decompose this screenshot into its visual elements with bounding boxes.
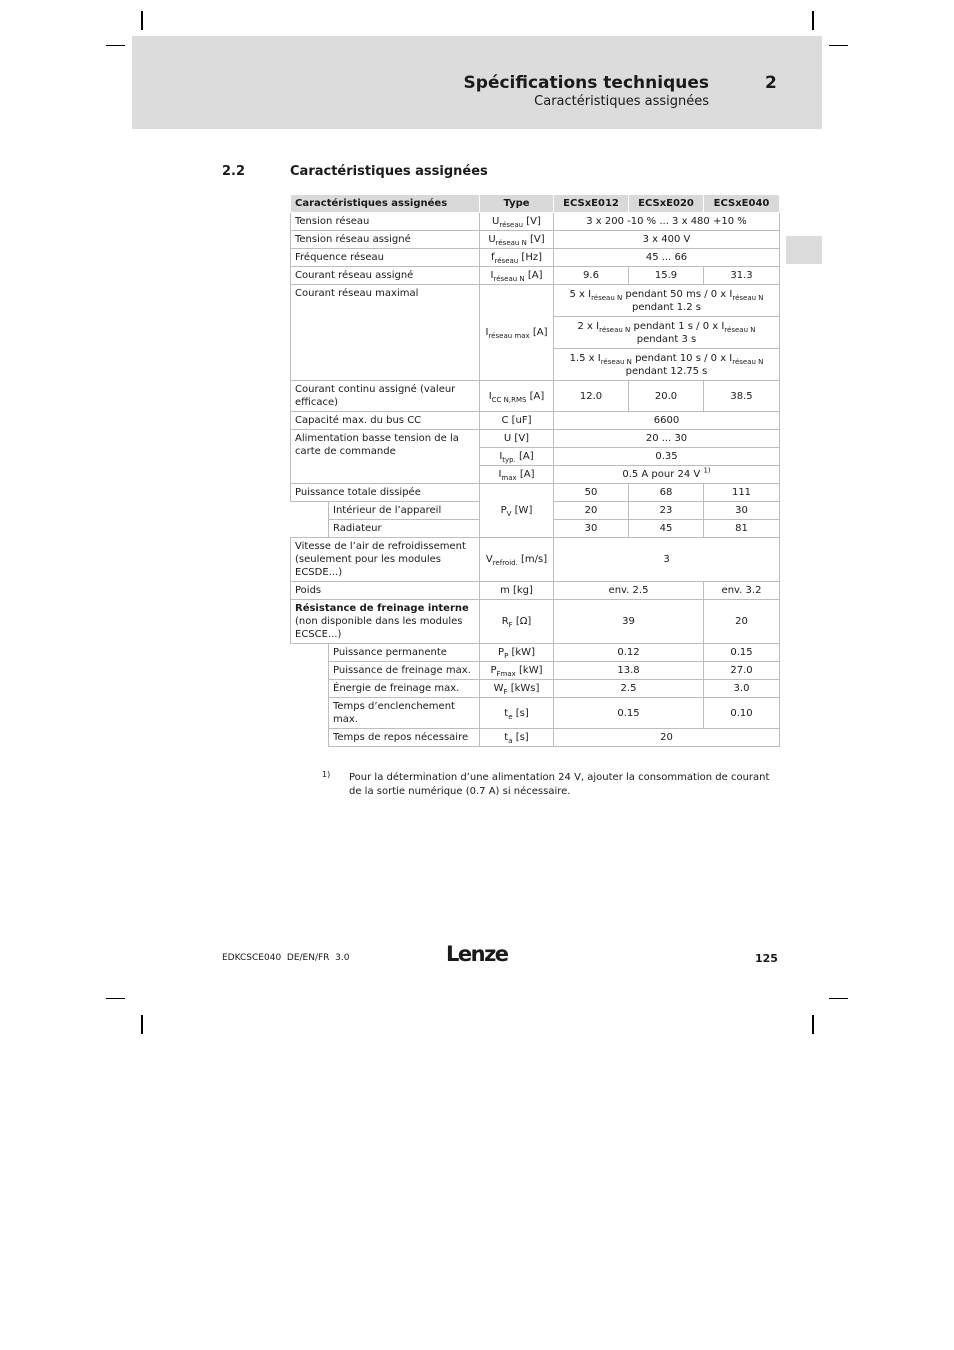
row-value-e020: 15.9	[629, 267, 704, 285]
row-symbol: $I_{réseau max}$ [A]	[480, 285, 554, 381]
row-sublabel: Intérieur de l’appareil	[329, 502, 480, 520]
row-symbol: $U_{réseau}$ [V]	[480, 213, 554, 231]
table-row	[291, 582, 780, 600]
row-value-e040: 31.3	[704, 267, 780, 285]
row-symbol: $V_{refroid.}$ [m/s]	[480, 538, 554, 582]
row-value: 6600	[554, 412, 780, 430]
header-characteristics: Caractéristiques assignées	[291, 195, 480, 213]
footnote-mark: 1)	[322, 770, 331, 779]
row-label: Courant continu assigné (valeur efficace)	[291, 381, 480, 412]
row-value: 0.35	[554, 448, 780, 466]
footnote-text: Pour la détermination d’une alimentation 24 V, ajouter la consommation de courant de la sortie numérique (0.7 A) si nécessaire.	[349, 772, 770, 797]
row-value-e012-e020: env. 2.5	[554, 582, 704, 600]
table-row	[291, 644, 780, 662]
row-value: 45 ... 66	[554, 249, 780, 267]
row-value-e012-e020: 0.15	[554, 698, 704, 729]
crop-mark	[812, 1015, 814, 1034]
header-type: Type	[480, 195, 554, 213]
row-symbol: $P_P$ [kW]	[480, 644, 554, 662]
row-label: Capacité max. du bus CC	[291, 412, 480, 430]
row-value-e040: 27.0	[704, 662, 780, 680]
header-ecsxe020: ECSxE020	[629, 195, 704, 213]
table-header-row	[291, 195, 780, 213]
row-value-e012: 9.6	[554, 267, 629, 285]
row-label: Puissance totale dissipée	[291, 484, 480, 502]
row-label: Tension réseau assigné	[291, 231, 480, 249]
row-value-e040: 38.5	[704, 381, 780, 412]
row-sublabel: Énergie de freinage max.	[329, 680, 480, 698]
row-value-e040: 111	[704, 484, 780, 502]
table-row	[291, 600, 780, 644]
footnote-reference: 1)	[703, 466, 711, 475]
row-symbol: $R_F$ [Ω]	[480, 600, 554, 644]
row-value-e040: 3.0	[704, 680, 780, 698]
row-sublabel: Puissance permanente	[329, 644, 480, 662]
row-value-overload-2: 2 x $I_{réseau N}$ pendant 1 s / 0 x $I_{réseau N}$ pendant 3 s	[554, 317, 780, 349]
section-number: 2.2	[222, 164, 246, 179]
row-symbol: $I_{typ.}$ [A]	[480, 448, 554, 466]
row-value-overload-1: 5 x $I_{réseau N}$ pendant 50 ms / 0 x $I_{réseau N}$ pendant 1.2 s	[554, 285, 780, 317]
lenze-logo: Lenze	[446, 942, 508, 966]
table-row	[291, 698, 780, 729]
row-symbol: m [kg]	[480, 582, 554, 600]
row-value-e040: 0.10	[704, 698, 780, 729]
table-row	[291, 680, 780, 698]
chapter-subtitle: Caractéristiques assignées	[534, 94, 709, 109]
crop-mark	[106, 998, 125, 999]
chapter-title: Spécifications techniques	[463, 73, 709, 93]
row-symbol: $P_V$ [W]	[480, 484, 554, 538]
row-value-e040: 81	[704, 520, 780, 538]
chapter-side-tab	[786, 236, 822, 264]
row-value: 3 x 200 -10 % ... 3 x 480 +10 %	[554, 213, 780, 231]
row-value-e020: 45	[629, 520, 704, 538]
row-label: Fréquence réseau	[291, 249, 480, 267]
chapter-number: 2	[765, 73, 777, 93]
table-row	[291, 662, 780, 680]
row-value: 3	[554, 538, 780, 582]
table-row	[291, 267, 780, 285]
row-label: Vitesse de l’air de refroidissement (seulement pour les modules ECSDE...)	[291, 538, 480, 582]
row-sublabel: Radiateur	[329, 520, 480, 538]
row-symbol: $f_{réseau}$ [Hz]	[480, 249, 554, 267]
page-number: 125	[755, 952, 778, 965]
row-value-e020: 23	[629, 502, 704, 520]
row-label: Poids	[291, 582, 480, 600]
table-row	[291, 430, 780, 448]
row-value-e040: 0.15	[704, 644, 780, 662]
row-label: Courant réseau maximal	[291, 285, 480, 381]
row-symbol: $t_e$ [s]	[480, 698, 554, 729]
crop-mark	[829, 998, 848, 999]
row-value: 3 x 400 V	[554, 231, 780, 249]
row-sublabel: Temps d’enclenchement max.	[329, 698, 480, 729]
row-value-e012: 30	[554, 520, 629, 538]
crop-mark	[829, 45, 848, 46]
row-value: 0.5 A pour 24 V $^{1)}$	[554, 466, 780, 484]
row-symbol: $U_{réseau N}$ [V]	[480, 231, 554, 249]
table-row	[291, 213, 780, 231]
row-symbol: $t_a$ [s]	[480, 729, 554, 747]
table-row	[291, 484, 780, 502]
table-row	[291, 538, 780, 582]
row-label: Courant réseau assigné	[291, 267, 480, 285]
specs-table	[290, 194, 780, 747]
row-symbol: $P_{Fmax}$ [kW]	[480, 662, 554, 680]
row-value-overload-3: 1.5 x $I_{réseau N}$ pendant 10 s / 0 x $I_{réseau N}$ pendant 12.75 s	[554, 349, 780, 381]
table-row	[291, 249, 780, 267]
row-value-e012-e020: 13.8	[554, 662, 704, 680]
row-label: Alimentation basse tension de la carte de commande	[291, 430, 480, 484]
table-row	[291, 231, 780, 249]
row-symbol: $W_F$ [kWs]	[480, 680, 554, 698]
row-symbol: U [V]	[480, 430, 554, 448]
row-value: 20	[554, 729, 780, 747]
row-symbol: $I_{réseau N}$ [A]	[480, 267, 554, 285]
row-label: Résistance de freinage interne (non disponible dans les modules ECSCE...)	[291, 600, 480, 644]
crop-mark	[812, 11, 814, 30]
row-value-e040: 20	[704, 600, 780, 644]
crop-mark	[106, 45, 125, 46]
row-value: 20 ... 30	[554, 430, 780, 448]
table-row	[291, 729, 780, 747]
row-symbol: $I_{CC N,RMS}$ [A]	[480, 381, 554, 412]
row-symbol: $I_{max}$ [A]	[480, 466, 554, 484]
document-id: EDKCSCE040 DE/EN/FR 3.0	[222, 953, 350, 963]
row-value-e040: env. 3.2	[704, 582, 780, 600]
table-row	[291, 285, 780, 317]
row-value-e012-e020: 0.12	[554, 644, 704, 662]
row-value-e040: 30	[704, 502, 780, 520]
row-value-e012: 12.0	[554, 381, 629, 412]
row-value-e012: 20	[554, 502, 629, 520]
row-symbol: C [uF]	[480, 412, 554, 430]
row-value-e012-e020: 2.5	[554, 680, 704, 698]
table-row	[291, 412, 780, 430]
crop-mark	[141, 11, 143, 30]
row-sublabel: Temps de repos nécessaire	[329, 729, 480, 747]
header-ecsxe040: ECSxE040	[704, 195, 780, 213]
header-ecsxe012: ECSxE012	[554, 195, 629, 213]
row-value-e020: 20.0	[629, 381, 704, 412]
row-value-e012-e020: 39	[554, 600, 704, 644]
table-row	[291, 381, 780, 412]
section-title: Caractéristiques assignées	[290, 164, 488, 179]
row-sublabel: Puissance de freinage max.	[329, 662, 480, 680]
row-value-e020: 68	[629, 484, 704, 502]
crop-mark	[141, 1015, 143, 1034]
row-value-e012: 50	[554, 484, 629, 502]
row-label: Tension réseau	[291, 213, 480, 231]
